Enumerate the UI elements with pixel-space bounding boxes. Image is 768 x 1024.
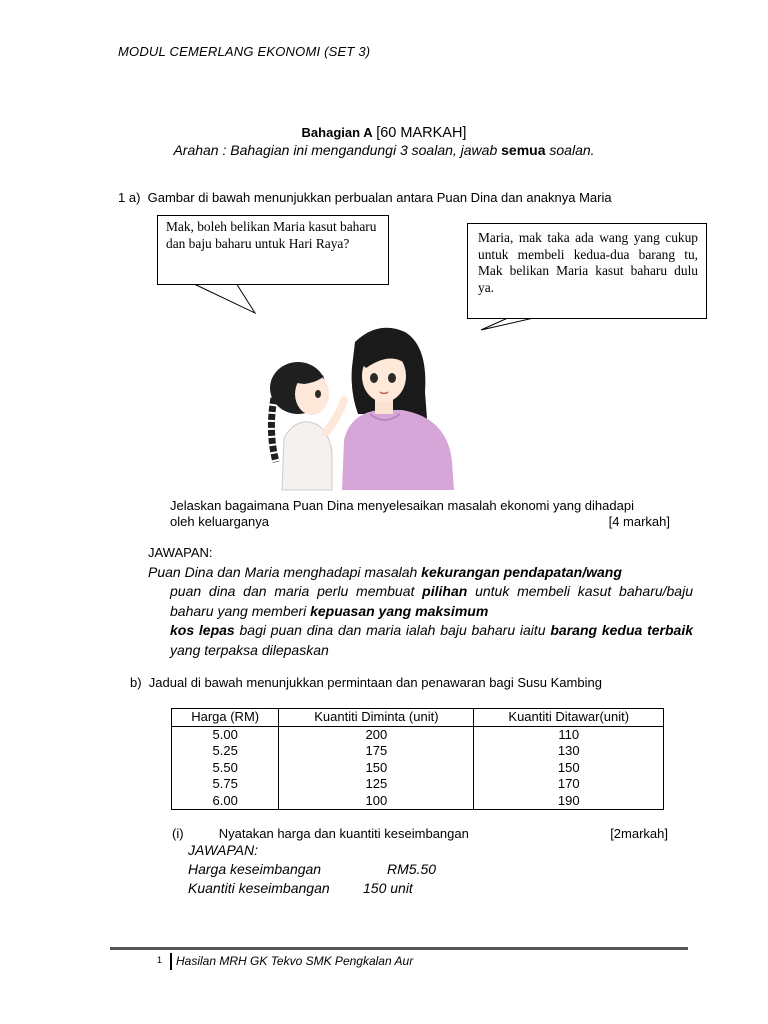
answer-paragraph — [170, 582, 693, 660]
table-cell: 125 — [279, 776, 474, 793]
mother-daughter-illustration — [260, 322, 460, 492]
equilibrium-price-label: Harga keseimbangan — [188, 861, 322, 877]
table-row — [172, 726, 664, 743]
table-row — [172, 793, 664, 810]
section-marks: [60 MARKAH] — [376, 125, 467, 141]
column-header: Kuantiti Ditawar(unit) — [474, 709, 664, 727]
table-cell: 100 — [279, 793, 474, 810]
prompt-line-1: Jelaskan bagaimana Puan Dina menyelesaikan masalah ekonomi yang dihadapi — [170, 498, 634, 513]
table-cell: 130 — [474, 743, 664, 760]
equilibrium-quantity-value: 150 unit — [363, 880, 413, 896]
sub-question-text: Nyatakan harga dan kuantiti keseimbangan — [218, 826, 469, 841]
answer-keyword: barang kedua terbaik — [550, 622, 693, 638]
question-number: b) — [130, 675, 142, 690]
question-1a-prompt — [170, 498, 670, 530]
table-header-row — [172, 709, 664, 727]
question-1b — [130, 675, 602, 690]
answer-keyword: kos lepas — [170, 622, 235, 638]
table-cell: 5.75 — [172, 776, 279, 793]
column-header: Kuantiti Diminta (unit) — [279, 709, 474, 727]
instructions-text-end: soalan. — [545, 142, 595, 158]
answer-keyword: kepuasan yang maksimum — [310, 602, 489, 619]
table-cell: 5.00 — [172, 726, 279, 743]
column-header: Harga (RM) — [172, 709, 279, 727]
table-cell: 150 — [474, 760, 664, 777]
prompt-line-2: oleh keluarganya — [170, 514, 270, 529]
instructions-emphasis: semua — [501, 142, 546, 158]
footer-separator — [170, 953, 172, 970]
bubble-text-maria: Mak, boleh belikan Maria kasut baharu dan baju baharu untuk Hari Raya? — [166, 219, 377, 251]
section-name: Bahagian A — [301, 125, 373, 140]
speech-bubble-dina — [467, 223, 707, 319]
question-text: Jadual di bawah menunjukkan permintaan dan penawaran bagi Susu Kambing — [148, 675, 602, 690]
bubble-text-dina: Maria, mak taka ada wang yang cukup untuk membeli kedua-dua barang tu, Mak belikan Maria kasut baharu dulu ya. — [478, 230, 698, 295]
answer-text: untuk membeli kasut baharu/baju baharu yang memberi — [170, 583, 693, 619]
table-row — [172, 776, 664, 793]
sub-question-i — [172, 826, 668, 841]
answer-keyword: kekurangan pendapatan/wang — [421, 564, 622, 580]
table-cell: 175 — [279, 743, 474, 760]
footer-text: Hasilan MRH GK Tekvo SMK Pengkalan Aur — [176, 954, 414, 968]
question-text: Gambar di bawah menunjukkan perbualan antara Puan Dina dan anaknya Maria — [147, 190, 612, 205]
speech-bubble-maria — [157, 215, 389, 285]
table-cell: 170 — [474, 776, 664, 793]
sub-question-label: (i) — [172, 826, 184, 841]
table-cell: 5.50 — [172, 760, 279, 777]
page-number: 1 — [157, 955, 163, 965]
equilibrium-quantity-label: Kuantiti keseimbangan — [188, 880, 330, 896]
table-row — [172, 743, 664, 760]
answer-text: bagi puan dina dan maria ialah baju baharu iaitu — [234, 622, 551, 638]
running-header: MODUL CEMERLANG EKONOMI (SET 3) — [118, 44, 371, 59]
table-cell: 5.25 — [172, 743, 279, 760]
footer-divider — [110, 947, 688, 950]
answer-keyword: pilihan — [422, 583, 468, 599]
supply-demand-table — [171, 708, 664, 810]
answer-text: yang terpaksa dilepaskan — [170, 641, 329, 658]
table-cell: 200 — [279, 726, 474, 743]
table-row — [172, 760, 664, 777]
table-cell: 6.00 — [172, 793, 279, 810]
table-cell: 150 — [279, 760, 474, 777]
answer-text: Puan Dina dan Maria menghadapi masalah — [148, 564, 422, 580]
answer-line-1 — [148, 563, 622, 583]
answer-label: JAWAPAN: — [148, 545, 213, 560]
answer-text: puan dina dan maria perlu membuat — [170, 583, 423, 599]
instructions-text: Arahan : Bahagian ini mengandungi 3 soalan, jawab — [173, 142, 502, 158]
table-cell: 110 — [474, 726, 664, 743]
marks-label: [2markah] — [610, 826, 668, 841]
question-number: 1 a) — [118, 190, 141, 205]
answer-label-2: JAWAPAN: — [188, 842, 259, 858]
equilibrium-price-value: RM5.50 — [387, 861, 437, 877]
marks-label: [4 markah] — [608, 514, 670, 529]
table-cell: 190 — [474, 793, 664, 810]
